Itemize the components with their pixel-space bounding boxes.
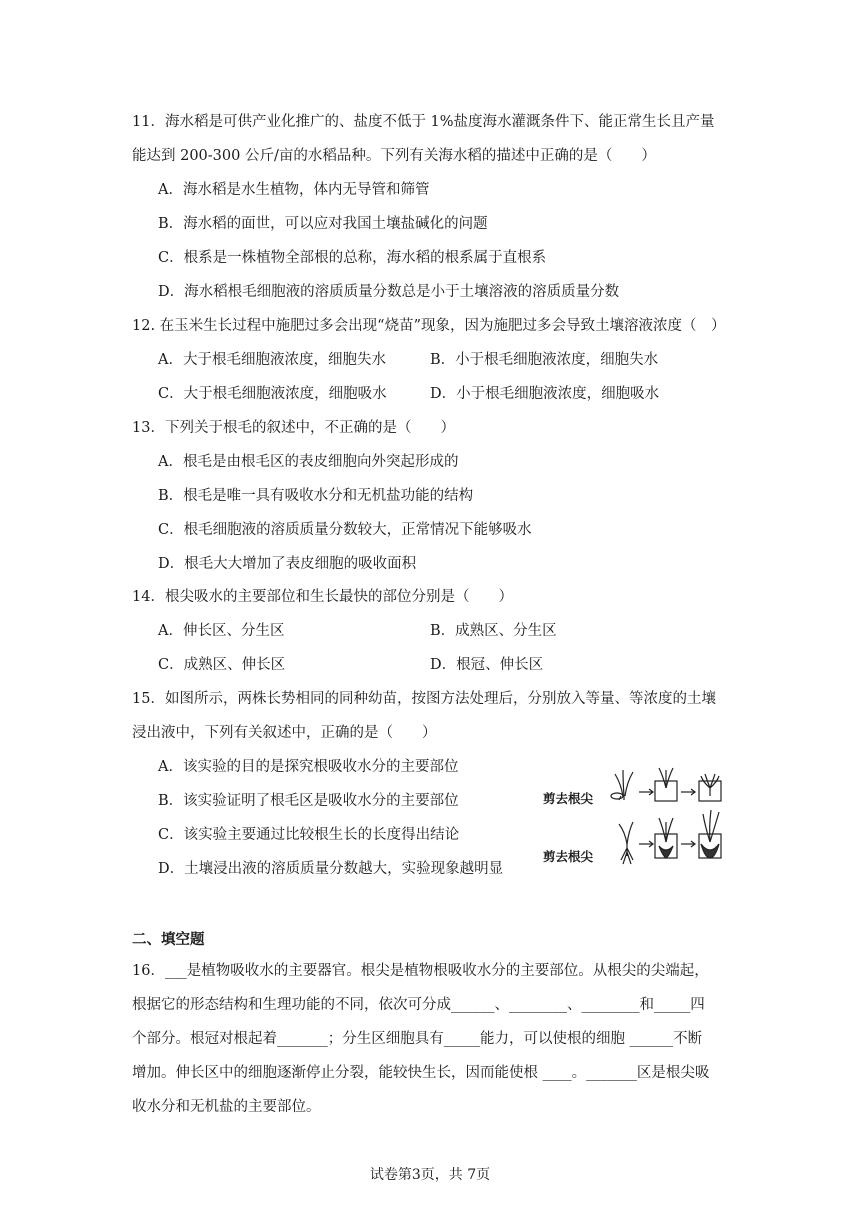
- question-12-option-c: C．大于根毛细胞液浓度，细胞吸水: [158, 386, 387, 402]
- question-16-line-3: 个部分。根冠对根起着_______；分生区细胞具有_____能力，可以使根的细胞 ______不断: [132, 1031, 703, 1047]
- question-16-line-2: 根据它的形态结构和生理功能的不同，依次可分成______、________、________和_____四: [132, 997, 705, 1013]
- figure-label-top: 剪去根尖: [543, 791, 594, 806]
- question-13-option-a: A．根毛是由根毛区的表皮细胞向外突起形成的: [158, 454, 459, 470]
- question-12-line-1: 12. 在玉米生长过程中施肥过多会出现“烧苗”现象，因为施肥过多会导致土壤溶液浓度（ ）: [132, 318, 726, 334]
- question-15-option-d: D．土壤浸出液的溶质质量分数越大，实验现象越明显: [158, 861, 504, 877]
- question-12-option-d: D．小于根毛细胞液浓度，细胞吸水: [430, 386, 660, 402]
- question-14-option-d: D．根冠、伸长区: [430, 657, 544, 673]
- question-13-line-1: 13．下列关于根毛的叙述中，不正确的是（ ）: [132, 420, 455, 436]
- question-14-option-a: A．伸长区、分生区: [158, 623, 285, 639]
- question-13-option-c: C．根毛细胞液的溶质质量分数较大，正常情况下能够吸水: [158, 522, 532, 538]
- question-14-option-b: B．成熟区、分生区: [430, 623, 557, 639]
- question-11-option-b: B．海水稻的面世，可以应对我国土壤盐碱化的问题: [158, 216, 488, 232]
- question-11-option-d: D．海水稻根毛细胞液的溶质质量分数总是小于土壤溶液的溶质质量分数: [158, 284, 620, 300]
- page-footer: 试卷第3页，共 7页: [369, 1167, 491, 1183]
- question-16-line-5: 收水分和无机盐的主要部位。: [132, 1099, 321, 1115]
- question-14-option-c: C．成熟区、伸长区: [158, 657, 286, 673]
- question-15-option-b: B．该实验证明了根毛区是吸收水分的主要部位: [158, 793, 459, 809]
- question-15-line-2: 浸出液中，下列有关叙述中，正确的是（ ）: [132, 725, 437, 741]
- question-16-line-1: 16．___是植物吸收水的主要器官。根尖是植物根吸收水分的主要部位。从根尖的尖端起，: [132, 963, 709, 979]
- question-11-option-c: C．根系是一株植物全部根的总称，海水稻的根系属于直根系: [158, 250, 547, 266]
- question-13-option-d: D．根毛大大增加了表皮细胞的吸收面积: [158, 556, 417, 572]
- question-12-option-a: A．大于根毛细胞液浓度，细胞失水: [158, 352, 386, 368]
- figure-label-bottom: 剪去根尖: [543, 849, 594, 864]
- question-15-line-1: 15．如图所示，两株长势相同的同种幼苗，按图方法处理后，分别放入等量、等浓度的土壤: [132, 691, 716, 707]
- question-13-option-b: B．根毛是唯一具有吸收水分和无机盐功能的结构: [158, 488, 474, 504]
- question-15-option-a: A．该实验的目的是探究根吸收水分的主要部位: [158, 759, 459, 775]
- question-11-option-a: A．海水稻是水生植物，体内无导管和筛管: [158, 182, 430, 198]
- experiment-figure: [535, 756, 755, 868]
- question-14-line-1: 14．根尖吸水的主要部位和生长最快的部位分别是（ ）: [132, 589, 513, 605]
- section-title: 二、填空题: [132, 931, 205, 948]
- top-seedling-cut: [611, 770, 633, 800]
- question-16-line-4: 增加。伸长区中的细胞逐渐停止分裂，能较快生长，因而能使根 ____。_______区是根尖吸: [132, 1065, 710, 1081]
- question-11-line-1: 11．海水稻是可供产业化推广的、盐度不低于 1%盐度海水灌溉条件下、能正常生长且产量: [132, 114, 715, 130]
- question-15-option-c: C．该实验主要通过比较根生长的长度得出结论: [158, 827, 460, 843]
- question-11-line-2: 能达到 200-300 公斤/亩的水稻品种。下列有关海水稻的描述中正确的是（ ）: [132, 148, 656, 164]
- seedling-diagram: [535, 756, 755, 868]
- bottom-seedling-intact: [619, 822, 633, 864]
- question-12-option-b: B．小于根毛细胞液浓度，细胞失水: [430, 352, 659, 368]
